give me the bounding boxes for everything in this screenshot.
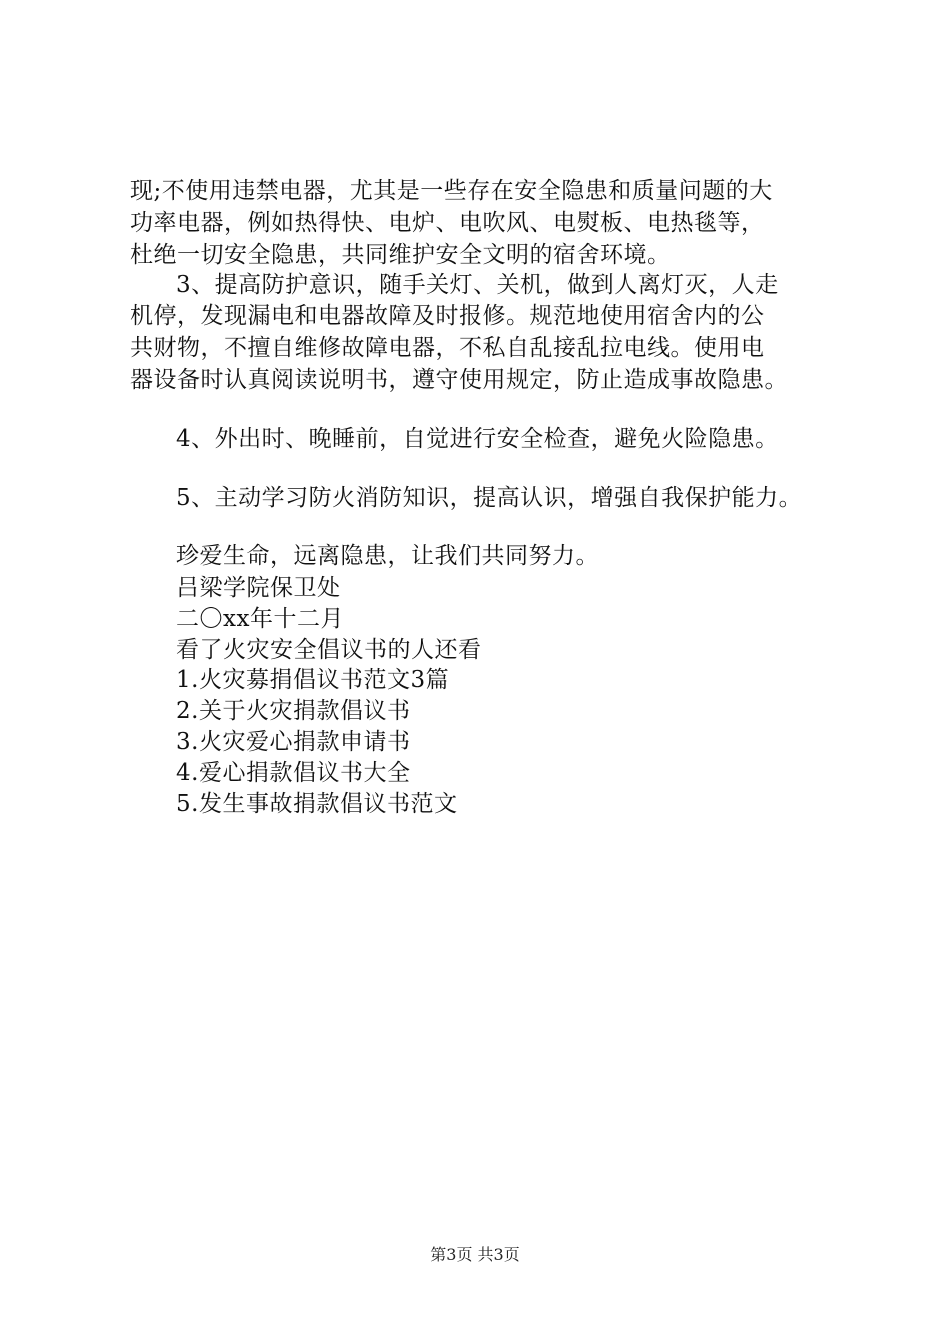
related-link[interactable]: 3.火灾爱心捐款申请书 (176, 729, 411, 755)
paragraph-line: 共财物，不擅自维修故障电器，不私自乱接乱拉电线。使用电 (130, 335, 765, 361)
related-heading: 看了火灾安全倡议书的人还看 (176, 637, 482, 663)
paragraph-line: 3、提高防护意识，随手关灯、关机，做到人离灯灭，人走 (176, 272, 779, 298)
signature: 吕梁学院保卫处 (176, 575, 341, 601)
related-link[interactable]: 4.爱心捐款倡议书大全 (176, 760, 411, 786)
related-link[interactable]: 5.发生事故捐款倡议书范文 (176, 791, 458, 817)
paragraph-line: 杜绝一切安全隐患，共同维护安全文明的宿舍环境。 (130, 242, 671, 268)
closing-line: 珍爱生命，远离隐患，让我们共同努力。 (176, 543, 599, 569)
paragraph-line: 4、外出时、晚睡前，自觉进行安全检查，避免火险隐患。 (176, 426, 779, 452)
date: 二〇xx年十二月 (176, 606, 344, 632)
related-link[interactable]: 2.关于火灾捐款倡议书 (176, 698, 411, 724)
related-link[interactable]: 1.火灾募捐倡议书范文3篇 (176, 667, 450, 693)
paragraph-line: 功率电器，例如热得快、电炉、电吹风、电熨板、电热毯等， (130, 210, 765, 236)
paragraph-line: 5、主动学习防火消防知识，提高认识，增强自我保护能力。 (176, 485, 803, 511)
paragraph-line: 机停，发现漏电和电器故障及时报修。规范地使用宿舍内的公 (130, 303, 765, 329)
page-number: 第3页 共3页 (430, 1245, 520, 1264)
paragraph-line: 器设备时认真阅读说明书，遵守使用规定，防止造成事故隐患。 (130, 367, 788, 393)
paragraph-line: 现;不使用违禁电器，尤其是一些存在安全隐患和质量问题的大 (130, 178, 773, 204)
